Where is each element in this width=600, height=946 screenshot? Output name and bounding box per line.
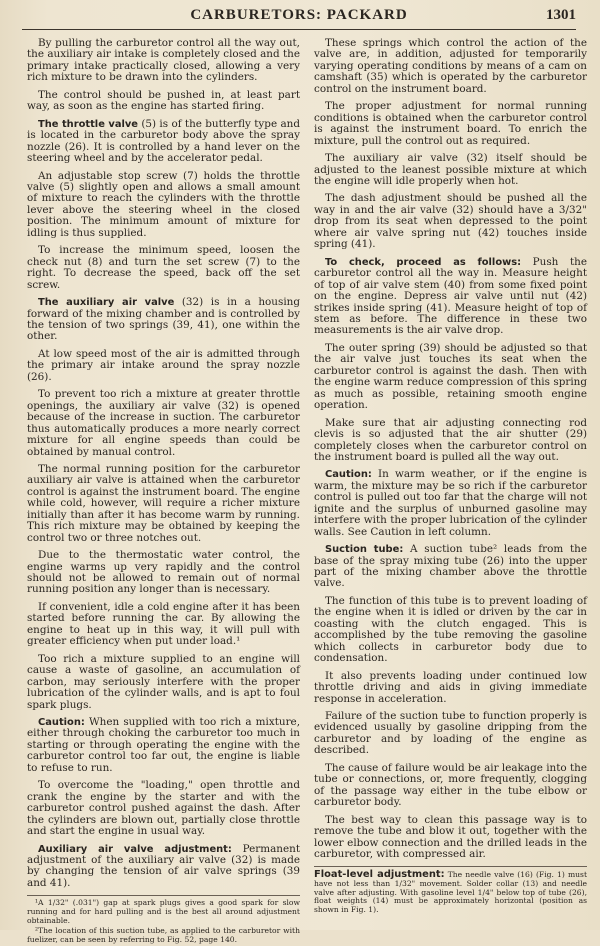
footnote-1: ¹A 1/32" (.031") gap at spark plugs gives a good spark for slow running and for hard pulling and is the best all around adjustment obtainable. [27, 898, 300, 925]
left-paragraph [27, 38, 300, 84]
paragraph-text: The proper adjustment for normal running conditions is obtained when the carburetor control is against the instrument board. To enrich the mixture, pull the control out as required. [314, 100, 587, 147]
left-column [27, 38, 300, 946]
paragraph-text: Due to the thermostatic water control, the engine warms up very rapidly and the control should not be allowed to remain out of normal running position any longer than is necessary. [27, 549, 300, 596]
left-paragraph [27, 389, 300, 458]
paragraph-lead: Auxiliary air valve adjustment: [38, 843, 232, 855]
paragraph-text: A suction tube² leads from the base of the spray mixing tube (26) into the upper part of the mixing chamber above the throttle valve. [314, 543, 587, 590]
paragraph-lead: The auxiliary air valve [38, 297, 175, 309]
left-paragraph [27, 780, 300, 837]
left-paragraph [27, 464, 300, 544]
left-paragraph [27, 844, 300, 890]
float-level-note [314, 866, 587, 914]
paragraph-text: (32) is in a housing forward of the mixing chamber and is controlled by the tension of two springs (39, 41), one within the other. [27, 296, 300, 343]
paragraph-text: The control should be pushed in, at least part way, as soon as the engine has started firing. [27, 88, 300, 113]
float-level-lead: Float-level adjustment: [314, 869, 445, 881]
right-paragraph [314, 711, 587, 757]
right-paragraph [314, 544, 587, 590]
left-paragraph [27, 119, 300, 165]
paragraph-lead: To check, proceed as follows: [325, 256, 522, 268]
left-paragraph [27, 90, 300, 113]
paragraph-text: The function of this tube is to prevent loading of the engine when it is idled or driven by the car in coasting with the clutch engaged. This is accomplished by the tube removing the gasoline which collects in carburetor body due to condensation. [314, 594, 587, 665]
paragraph-text: Push the carburetor control all the way in. Measure height of top of air valve stem (40) from some fixed point on the engine. Depress air valve until nut (42) strikes inside spring (41). Measure height of top of stem as before. The difference in these two measurements is the air valve drop. [314, 255, 587, 337]
paragraph-text: Permanent adjustment of the auxiliary air valve (32) is made by changing the tension of air valve springs (39 and 41). [27, 842, 301, 889]
paragraph-text: By pulling the carburetor control all the way out, the auxiliary air intake is completely closed and the primary intake practically closed, allowing a very rich mixture to be drawn into the cylinders. [27, 37, 300, 84]
paragraph-text: Make sure that air adjusting connecting rod clevis is so adjusted that the air shutter (29) completely closes when the carburetor control on the instrument board is pulled all the way out. [314, 416, 587, 463]
right-paragraph [314, 101, 587, 147]
right-paragraph [314, 815, 587, 861]
paragraph-text: (5) is of the butterfly type and is located in the carburetor body above the spray nozzle (26). It is controlled by a hand lever on the steering wheel and by the accelerator pedal. [27, 117, 300, 165]
right-column [314, 38, 587, 914]
right-paragraph [314, 193, 587, 250]
footnotes [27, 895, 300, 944]
paragraph-text: The cause of failure would be air leakage into the tube or connections, or, more frequently, clogging of the passage way either in the tube elbow or carburetor body. [314, 761, 587, 809]
left-paragraph [27, 171, 300, 240]
left-paragraph [27, 550, 300, 596]
paragraph-lead: Caution: [325, 469, 372, 481]
paragraph-lead: Caution: [38, 717, 85, 729]
paragraph-text: To overcome the "loading," open throttle and crank the engine by the starter and with the carburetor control pushed against the dash. After the cylinders are blown out, partially close throttle and start the engine in usual way. [27, 779, 300, 838]
right-paragraph [314, 257, 587, 337]
paragraph-text: The normal running position for the carburetor auxiliary air valve is attained when the carburetor control is against the instrument board. The engine while cold, however, will require a richer mixture initially than after it has become warm by running. This rich mixture may be obtained by keeping the control two or three notches out. [27, 462, 300, 544]
running-title: CARBURETORS: PACKARD [190, 7, 408, 23]
left-paragraph [27, 245, 300, 291]
right-paragraph [314, 671, 587, 705]
left-paragraphs [27, 38, 300, 889]
left-paragraph [27, 717, 300, 774]
paragraph-text: The auxiliary air valve (32) itself should be adjusted to the leanest possible mixture at which the engine will idle properly when hot. [314, 152, 587, 187]
paragraph-text: Too rich a mixture supplied to an engine will cause a waste of gasoline, an accumulation of carbon, may seriously interfere with the proper lubrication of the cylinder walls, and is apt to foul spark plugs. [27, 652, 300, 711]
paragraph-text: The outer spring (39) should be adjusted so that the air valve just touches its seat when the carburetor control is against the dash. Then with the engine warm reduce compression of this spring as much as possible, retaining smooth engine operation. [314, 341, 587, 412]
left-paragraph [27, 349, 300, 383]
left-paragraph [27, 602, 300, 648]
paragraph-text: To increase the minimum speed, loosen the check nut (8) and turn the set screw (7) to the right. To decrease the speed, back off the set screw. [27, 244, 300, 291]
page-number: 1301 [546, 7, 576, 23]
right-paragraph [314, 596, 587, 665]
paragraph-text: An adjustable stop screw (7) holds the throttle valve (5) slightly open and allows a small amount of mixture to reach the cylinders with the throttle lever above the steering wheel in the closed position. The minimum amount of mixture for idling is thus supplied. [27, 169, 300, 239]
page-header [22, 7, 576, 30]
paragraph-text: These springs which control the action of the valve are, in addition, adjusted for temporarily varying operating conditions by means of a cam on camshaft (35) which is operated by the carburetor control on the instrument board. [314, 37, 587, 95]
paragraph-text: To prevent too rich a mixture at greater throttle openings, the auxiliary air valve (32) is opened because of the increase in suction. The carburetor thus automatically produces a more nearly correct mixture for all engine speeds than could be obtained by manual control. [27, 388, 300, 458]
right-paragraph [314, 38, 587, 95]
float-level-text: The needle valve (16) (Fig. 1) must have not less than 1/32" movement. Solder collar (13) and needle valve after adjusting. With gasoline level 1/4" below top of tube (26), float weights (14) must be approximately horizontal (position as shown in Fig. 1). [314, 870, 587, 914]
paragraph-lead: Suction tube: [325, 544, 404, 556]
right-paragraph [314, 469, 587, 538]
right-paragraph [314, 343, 587, 412]
paragraph-text: It also prevents loading under continued low throttle driving and aids in giving immediate response in acceleration. [314, 669, 587, 705]
right-paragraphs [314, 38, 587, 860]
right-paragraph [314, 418, 587, 464]
paragraph-lead: The throttle valve [38, 118, 138, 130]
paragraph-text: In warm weather, or if the engine is warm, the mixture may be so rich if the carburetor control is pulled out too far that the charge will not ignite and the surplus of unburned gasoline may interfere with the proper lubrication of the cylinder walls. See Caution in left column. [314, 468, 587, 538]
right-paragraph [314, 153, 587, 187]
footnote-2: ²The location of this suction tube, as applied to the carburetor with fuelizer, can be seen by referring to Fig. 52, page 140. [27, 926, 300, 944]
right-paragraph [314, 763, 587, 809]
left-paragraph [27, 297, 300, 343]
paragraph-text: The best way to clean this passage way is to remove the tube and blow it out, together with the lower elbow connection and the drilled leads in the carburetor, with compressed air. [314, 813, 587, 860]
left-paragraph [27, 654, 300, 711]
paragraph-text: If convenient, idle a cold engine after it has been started before running the car. By allowing the engine to heat up in this way, it will pull with greater efficiency when put under load.¹ [27, 600, 300, 648]
paragraph-text: The dash adjustment should be pushed all the way in and the air valve (32) should have a 3/32" drop from its seat when depressed to the point where air valve spring nut (42) touches inside spring (41). [314, 192, 587, 251]
paragraph-text: When supplied with too rich a mixture, either through choking the carburetor too much in starting or through operating the engine with the carburetor control too far out, the engine is liable to refuse to run. [27, 716, 300, 774]
paragraph-text: At low speed most of the air is admitted through the primary air intake around the spray nozzle (26). [27, 347, 300, 383]
paragraph-text: Failure of the suction tube to function properly is evidenced usually by gasoline dripping from the carburetor and by loading of the engine as described. [314, 710, 587, 757]
